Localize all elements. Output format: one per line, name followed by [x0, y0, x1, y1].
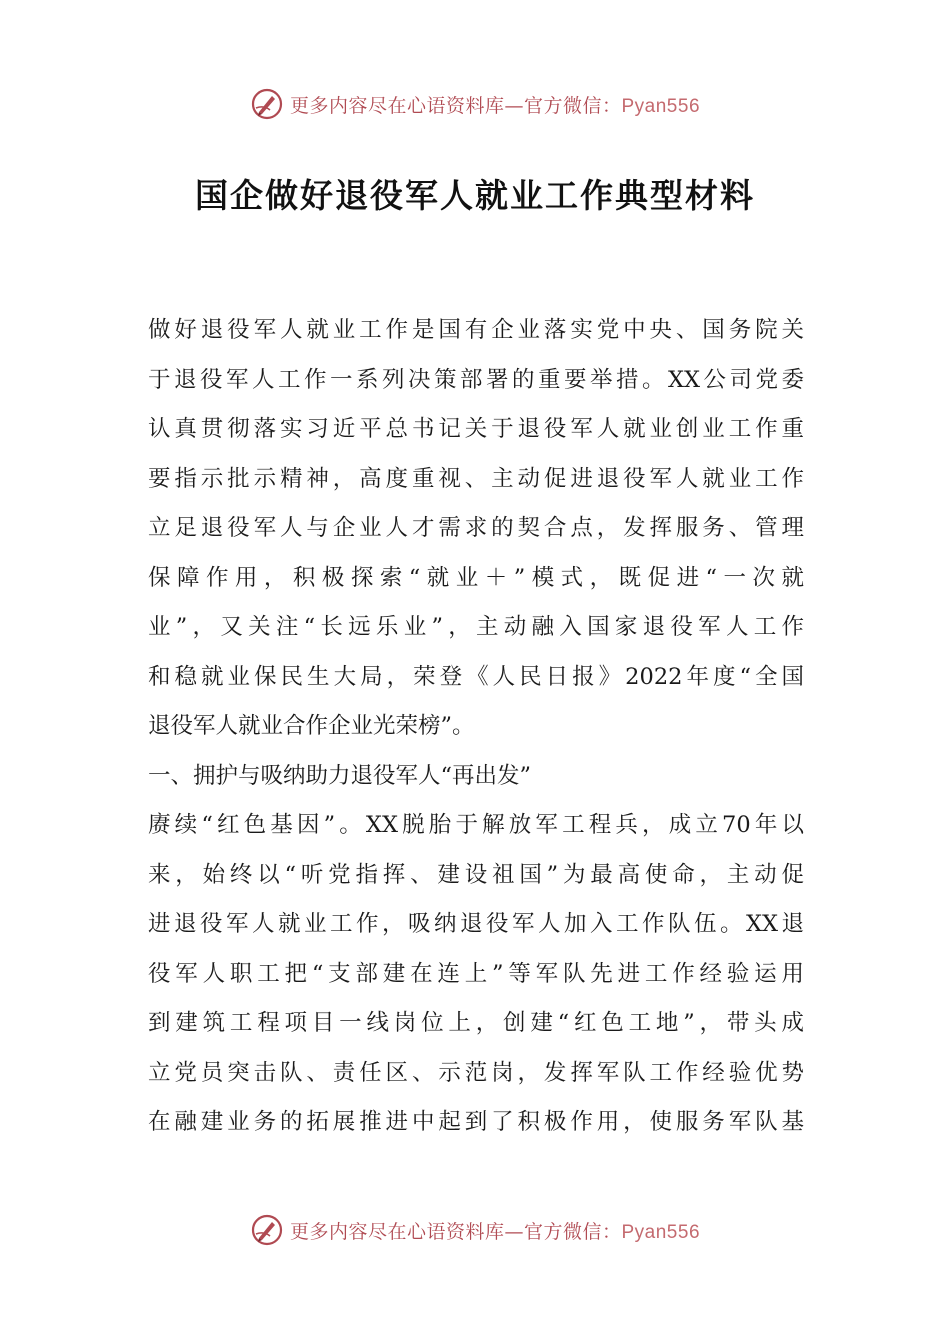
body-line: 立党员突击队、责任区、示范岗，发挥军队工作经验优势 [148, 1059, 804, 1086]
footer-banner [0, 1210, 950, 1250]
body-line: 业”，又关注“长远乐业”，主动融入国家退役军人工作 [148, 614, 804, 640]
body-line: 赓续“红色基因”。XX脱胎于解放军工程兵，成立70年以 [148, 812, 804, 838]
body-line: 退役军人就业合作企业光荣榜”。 [148, 713, 475, 739]
body-line: 要指示批示精神，高度重视、主动促进退役军人就业工作 [148, 465, 804, 492]
body-line: 认真贯彻落实习近平总书记关于退役军人就业创业工作重 [148, 416, 804, 442]
banner-promo-text [290, 1217, 700, 1244]
banner-wechat-id: Pyan556 [621, 95, 701, 117]
banner-wechat-id: Pyan556 [621, 1221, 701, 1243]
pen-circle-logo-icon [250, 87, 284, 121]
header-banner [0, 84, 950, 124]
banner-promo-label: 更多内容尽在心语资料库—官方微信： [289, 94, 622, 117]
banner-promo-label: 更多内容尽在心语资料库—官方微信： [289, 1220, 622, 1243]
body-line: 和稳就业保民生大局，荣登《人民日报》2022年度“全国 [148, 663, 804, 690]
body-line: 做好退役军人就业工作是国有企业落实党中央、国务院关 [148, 317, 804, 343]
body-line: 立足退役军人与企业人才需求的契合点，发挥服务、管理 [148, 515, 804, 541]
document-title: 国企做好退役军人就业工作典型材料 [195, 176, 755, 215]
body-line: 来，始终以“听党指挥、建设祖国”为最高使命，主动促 [148, 861, 804, 888]
body-line: 进退役军人就业工作，吸纳退役军人加入工作队伍。XX退 [148, 911, 804, 937]
body-line: 役军人职工把“支部建在连上”等军队先进工作经验运用 [148, 960, 804, 987]
banner-promo-text [290, 91, 700, 118]
pen-circle-logo-icon [250, 1213, 284, 1247]
body-line: 于退役军人工作一系列决策部署的重要举措。XX公司党委 [148, 366, 804, 393]
body-line: 保障作用，积极探索“就业＋”模式，既促进“一次就 [148, 564, 804, 591]
body-line: 到建筑工程项目一线岗位上，创建“红色工地”，带头成 [148, 1010, 804, 1036]
document-body [148, 306, 804, 1148]
section-heading: 一、拥护与吸纳助力退役军人“再出发” [148, 762, 532, 789]
body-line: 在融建业务的拓展推进中起到了积极作用，使服务军队基 [148, 1109, 804, 1135]
